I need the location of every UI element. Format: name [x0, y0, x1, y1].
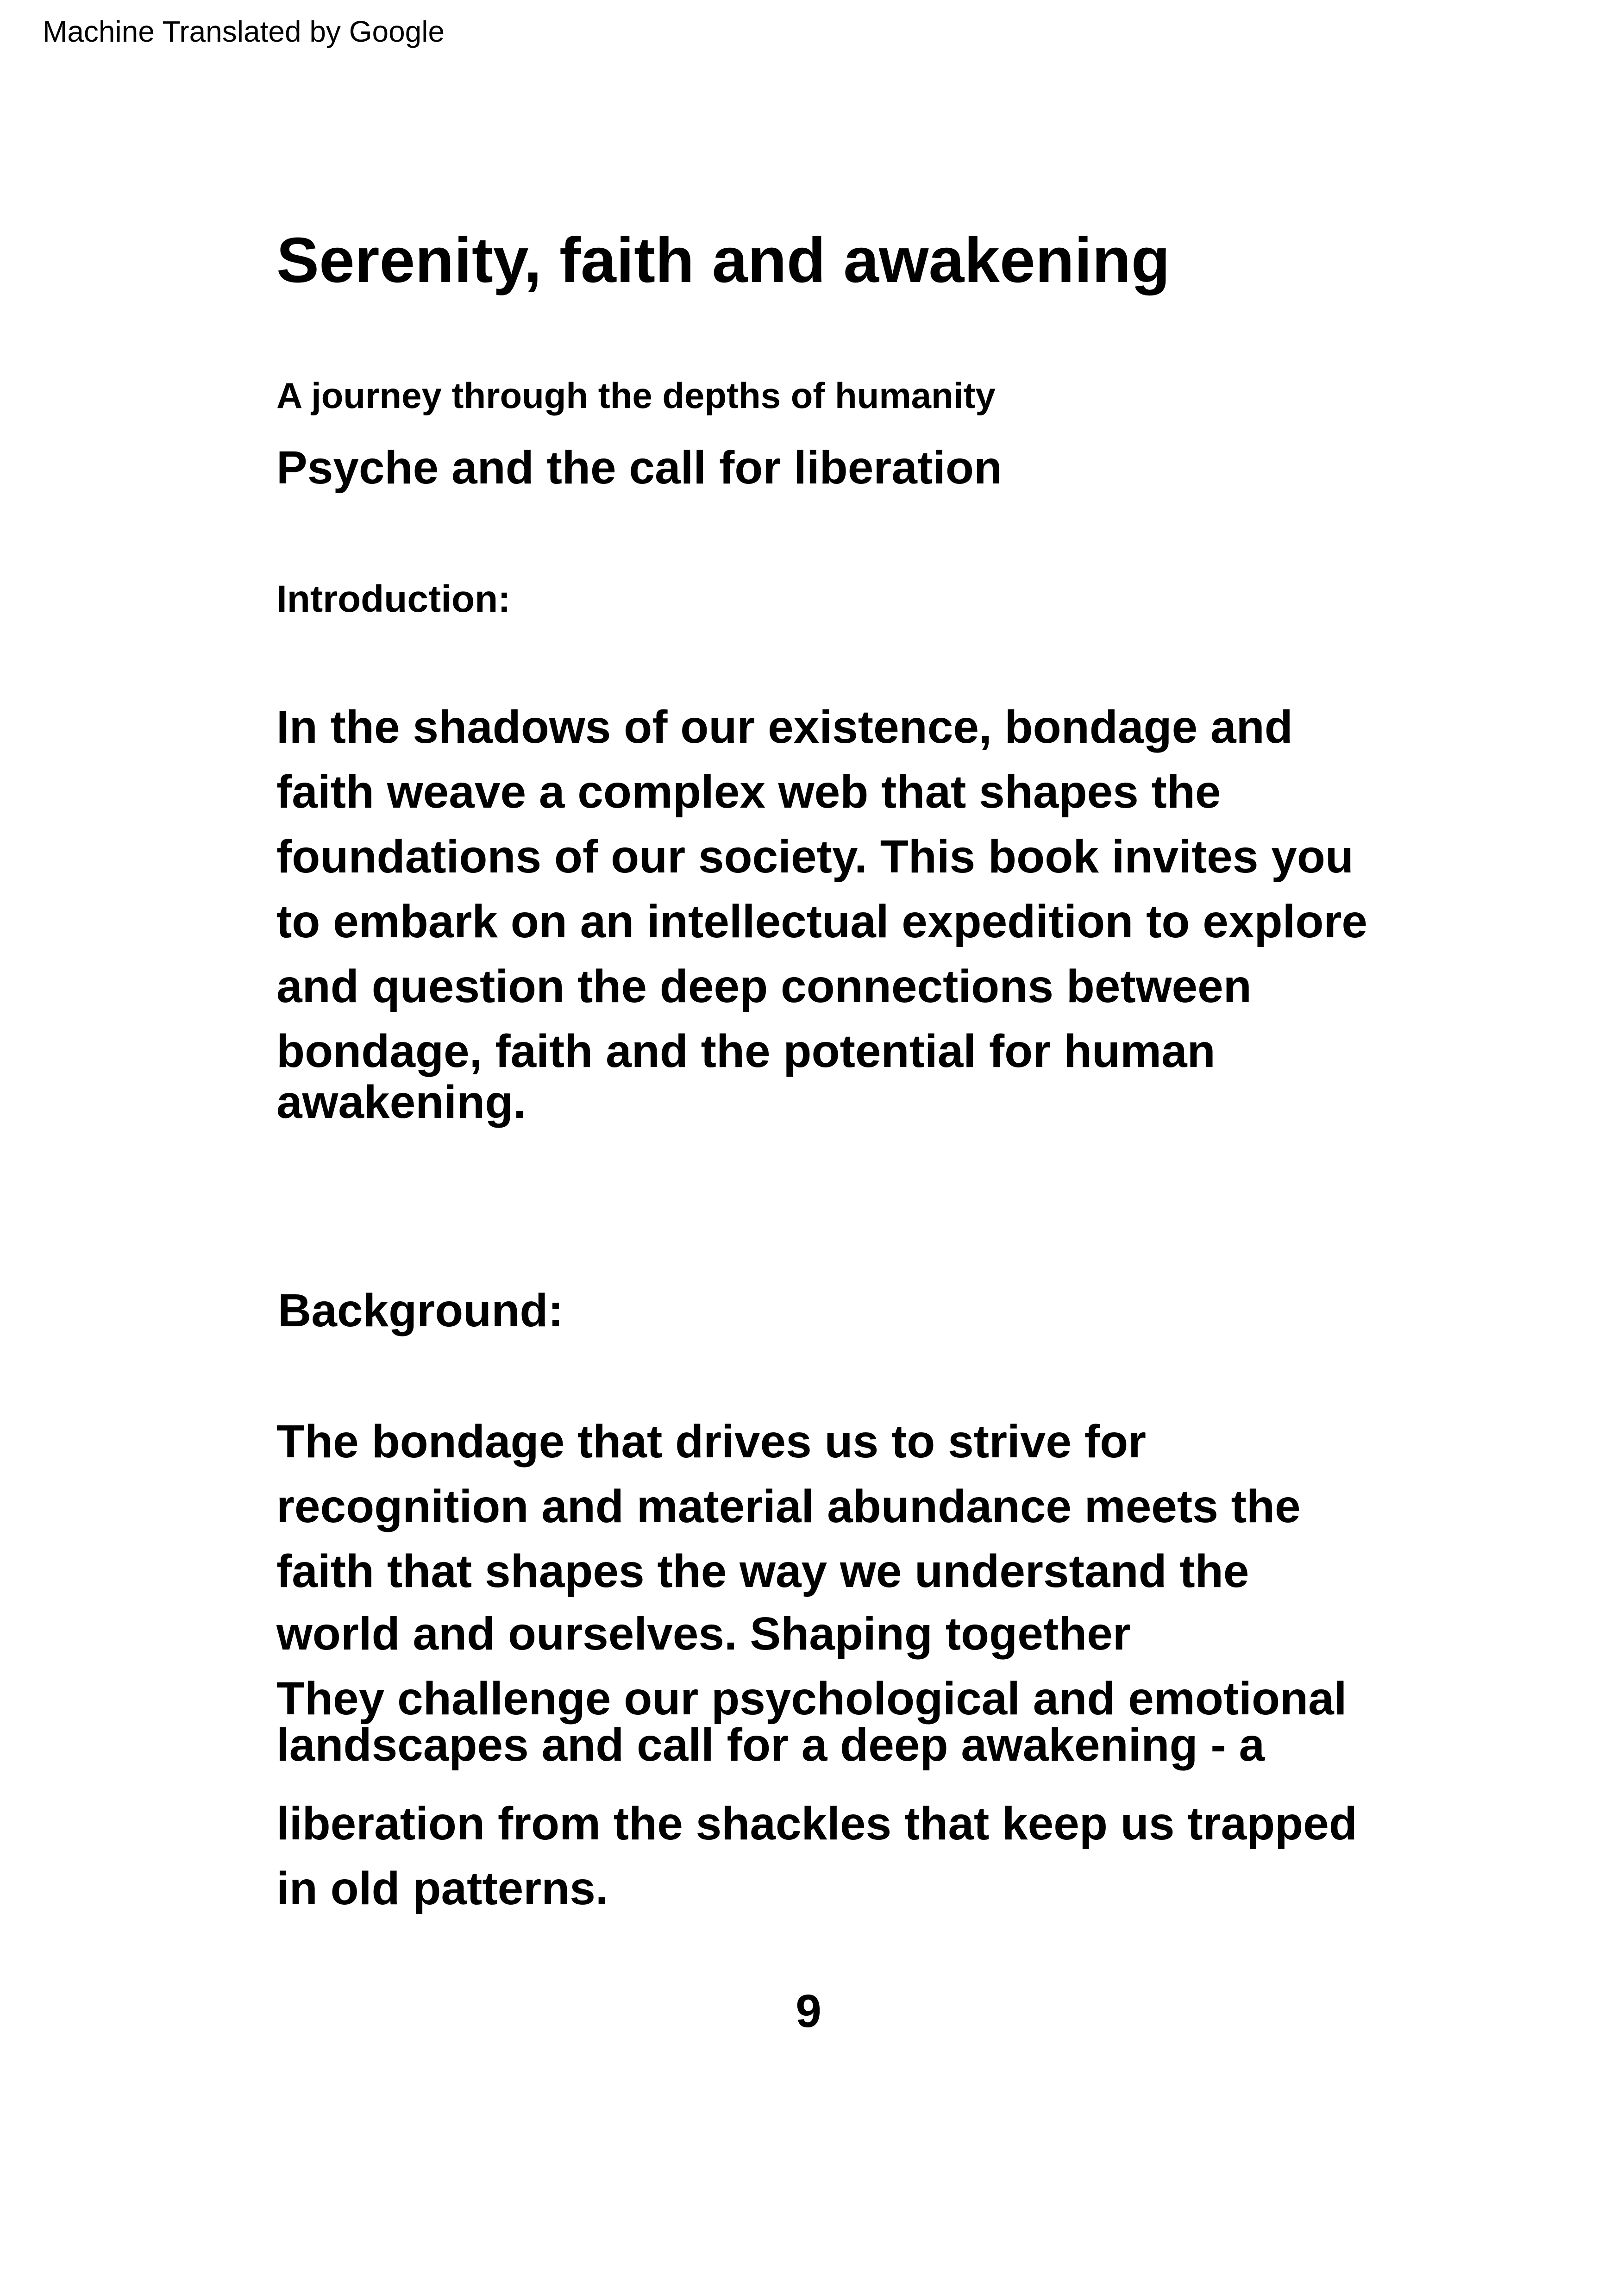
section-heading-background: Background: — [278, 1285, 564, 1336]
paragraph-line: awakening. — [276, 1076, 526, 1128]
paragraph-line: The bondage that drives us to strive for — [276, 1416, 1147, 1468]
paragraph-line: bondage, faith and the potential for human — [276, 1025, 1216, 1077]
document-title: Serenity, faith and awakening — [276, 225, 1170, 296]
section-heading-introduction: Introduction: — [276, 578, 511, 620]
paragraph-line: landscapes and call for a deep awakening - a — [276, 1719, 1265, 1771]
document-subtitle: A journey through the depths of humanity — [276, 375, 996, 416]
paragraph-line: liberation from the shackles that keep us trapped — [276, 1798, 1357, 1850]
introduction-paragraph — [276, 695, 1388, 1130]
paragraph-line: to embark on an intellectual expedition to explore — [276, 896, 1368, 947]
page-number: 9 — [796, 1985, 821, 2037]
background-paragraph — [276, 1409, 1388, 1921]
document-subtitle-secondary: Psyche and the call for liberation — [276, 442, 1003, 494]
paragraph-line: and question the deep connections between — [276, 960, 1252, 1012]
paragraph-line: foundations of our society. This book invites you — [276, 831, 1354, 883]
paragraph-line: In the shadows of our existence, bondage and — [276, 701, 1293, 753]
paragraph-line: world and ourselves. Shaping together — [276, 1608, 1131, 1660]
paragraph-line: faith weave a complex web that shapes the — [276, 766, 1221, 818]
paragraph-line: recognition and material abundance meets the — [276, 1480, 1301, 1532]
paragraph-line: faith that shapes the way we understand the — [276, 1545, 1249, 1597]
paragraph-line: in old patterns. — [276, 1863, 608, 1914]
paragraph-line: They challenge our psychological and emotional — [276, 1673, 1347, 1725]
machine-translation-banner: Machine Translated by Google — [43, 15, 445, 48]
